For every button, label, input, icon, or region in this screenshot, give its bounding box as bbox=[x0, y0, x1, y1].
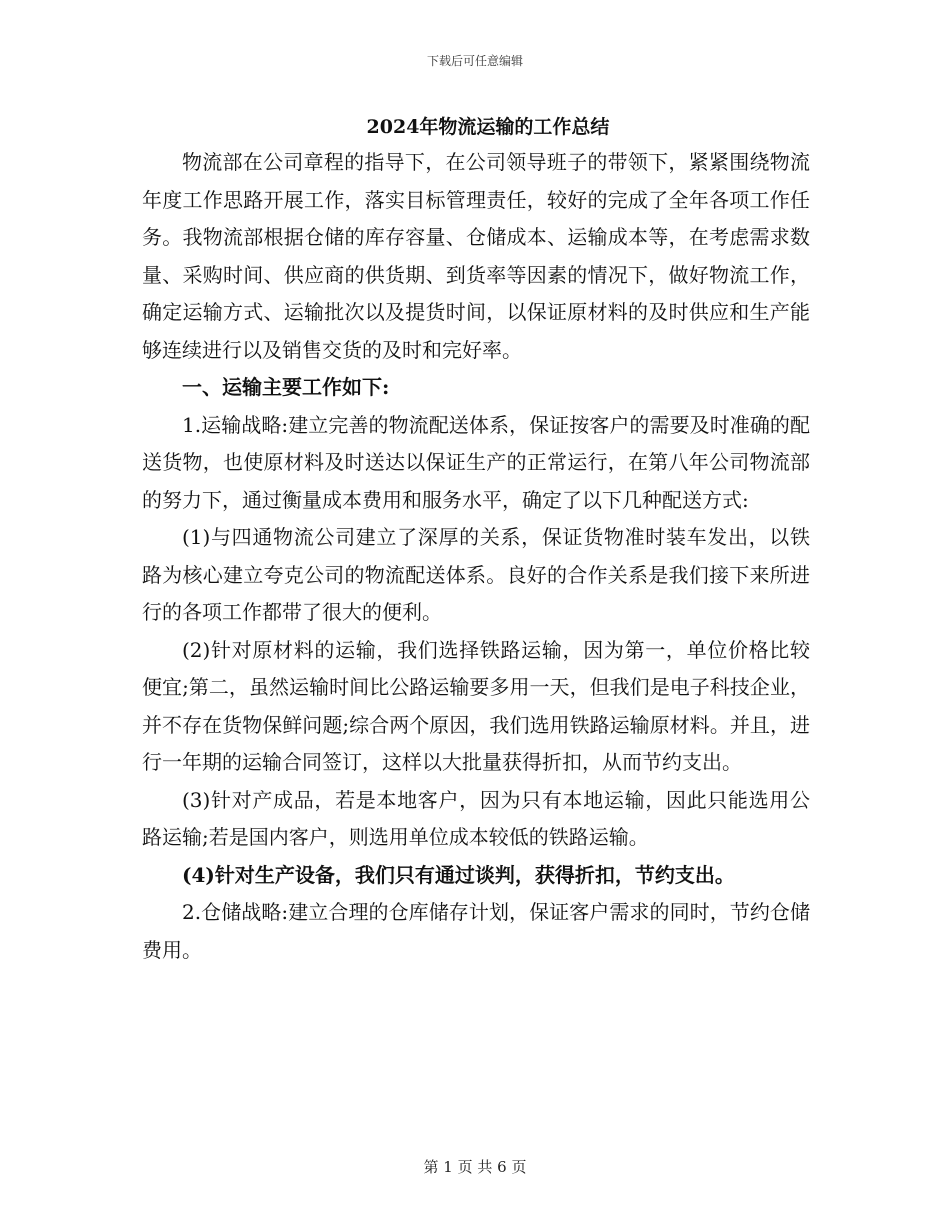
paragraph-storage-strategy: 2.仓储战略:建立合理的仓库储存计划，保证客户需求的同时，节约仓储费用。 bbox=[142, 900, 810, 962]
page-number: 第 1 页 共 6 页 bbox=[423, 1158, 527, 1176]
page-header: 下载后可任意编辑 bbox=[426, 54, 523, 68]
document-title: 2024年物流运输的工作总结 bbox=[366, 116, 610, 138]
section-heading-transport: 一、运输主要工作如下: bbox=[182, 375, 390, 399]
paragraph-item-3: (3)针对产成品，若是本地客户，因为只有本地运输，因此只能选用公路运输;若是国内客户，则选用单位成本较低的铁路运输。 bbox=[142, 787, 810, 849]
paragraph-intro: 物流部在公司章程的指导下，在公司领导班子的带领下，紧紧围绕物流年度工作思路开展工作，落实目标管理责任，较好的完成了全年各项工作任务。我物流部根据仓储的库存容量、仓储成本、运输成本等，在考虑需求数量、采购时间、供应商的供货期、到货率等因素的情况下，做好物流工作，确定运输方式、运输批次以及提货时间，以保证原材料的及时供应和生产能够连续进行以及销售交货的及时和完好率。 bbox=[142, 150, 810, 362]
paragraph-item-4: (4)针对生产设备，我们只有通过谈判，获得折扣，节约支出。 bbox=[182, 862, 735, 887]
paragraph-transport-strategy: 1.运输战略:建立完善的物流配送体系，保证按客户的需要及时准确的配送货物，也使原材料及时送达以保证生产的正常运行，在第八年公司物流部的努力下，通过衡量成本费用和服务水平，确定了以下几种配送方式: bbox=[142, 412, 810, 512]
paragraph-item-2: (2)针对原材料的运输，我们选择铁路运输，因为第一，单位价格比较便宜;第二，虽然运输时间比公路运输要多用一天，但我们是电子科技企业，并不存在货物保鲜问题;综合两个原因，我们选用铁路运输原材料。并且，进行一年期的运输合同签订，这样以大批量获得折扣，从而节约支出。 bbox=[142, 637, 810, 774]
paragraph-item-1: (1)与四通物流公司建立了深厚的关系，保证货物准时装车发出，以铁路为核心建立夸克公司的物流配送体系。良好的合作关系是我们接下来所进行的各项工作都带了很大的便利。 bbox=[142, 525, 810, 624]
document-body bbox=[142, 110, 810, 969]
